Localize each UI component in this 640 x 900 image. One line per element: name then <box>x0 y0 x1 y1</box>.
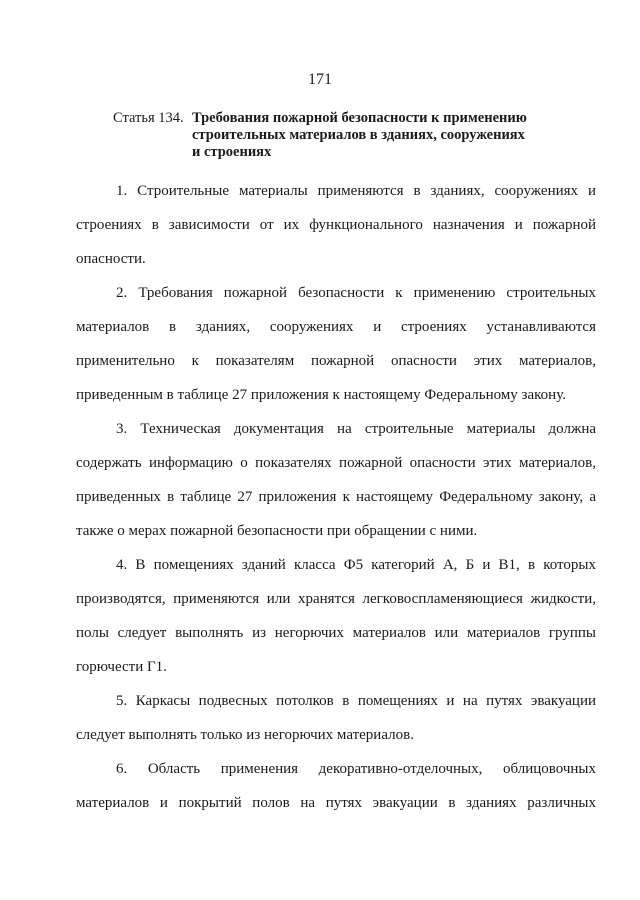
page-number: 171 <box>308 71 332 88</box>
article-title-line: Требования пожарной безопасности к применению <box>192 110 527 126</box>
article-title <box>192 110 583 161</box>
article-title-line: строительных материалов в зданиях, сооружениях <box>192 127 525 143</box>
paragraph-line: полы следует выполнять из негорючих материалов или материалов группы <box>76 625 596 641</box>
paragraph-line: производятся, применяются или хранятся легковоспламеняющиеся жидкости, <box>76 591 596 607</box>
paragraph-6 <box>76 752 596 820</box>
paragraph-line: материалов в зданиях, сооружениях и строениях устанавливаются <box>76 319 596 335</box>
paragraph-line: горючести Г1. <box>76 659 167 675</box>
article-title-line: и строениях <box>192 144 272 160</box>
paragraph-4 <box>76 548 596 684</box>
paragraph-5 <box>76 684 596 752</box>
paragraph-line: приведенных в таблице 27 приложения к настоящему Федеральному закону, а <box>76 489 596 505</box>
paragraph-3 <box>76 412 596 548</box>
paragraph-line: применительно к показателям пожарной опасности этих материалов, <box>76 353 596 369</box>
paragraph-line: опасности. <box>76 251 146 267</box>
paragraph-line: 5. Каркасы подвесных потолков в помещениях и на путях эвакуации <box>116 693 596 709</box>
paragraph-2 <box>76 276 596 412</box>
paragraph-line: 4. В помещениях зданий класса Ф5 категорий А, Б и В1, в которых <box>116 557 596 573</box>
paragraph-line: приведенным в таблице 27 приложения к настоящему Федеральному закону. <box>76 387 566 403</box>
paragraph-line: 6. Область применения декоративно-отделочных, облицовочных <box>116 761 596 777</box>
article-body <box>76 174 596 820</box>
article-header <box>113 110 583 161</box>
paragraph-1 <box>76 174 596 276</box>
paragraph-line: материалов и покрытий полов на путях эвакуации в зданиях различных <box>76 795 596 811</box>
article-number: Статья 134. <box>113 110 184 126</box>
paragraph-line: 3. Техническая документация на строительные материалы должна <box>116 421 596 437</box>
paragraph-line: также о мерах пожарной безопасности при обращении с ними. <box>76 523 478 539</box>
paragraph-line: содержать информацию о показателях пожарной опасности этих материалов, <box>76 455 596 471</box>
paragraph-line: 2. Требования пожарной безопасности к применению строительных <box>116 285 596 301</box>
paragraph-line: следует выполнять только из негорючих материалов. <box>76 727 414 743</box>
paragraph-line: строениях в зависимости от их функционального назначения и пожарной <box>76 217 596 233</box>
paragraph-line: 1. Строительные материалы применяются в зданиях, сооружениях и <box>116 183 596 199</box>
